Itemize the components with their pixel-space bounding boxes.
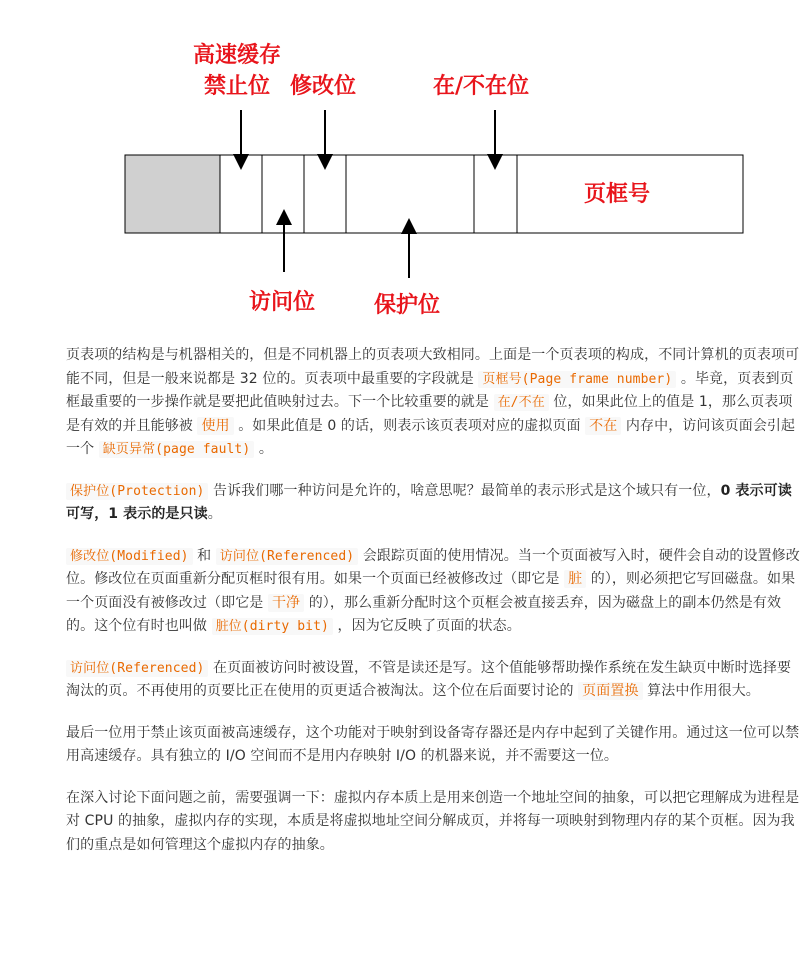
entry-box	[125, 155, 743, 233]
text: 内存中，访问该页面会引起一个	[66, 417, 796, 457]
text: 。如果此值是 0 的话，则表示该页表项对应的虚拟页面	[233, 417, 586, 434]
cache-disable-field	[220, 155, 262, 233]
label-present: 在/不在位	[433, 74, 530, 99]
text: 。毕竟，页表到页框最重要的一步操作就是要把此值映射过去。下一个比较重要的就是	[66, 370, 794, 410]
paragraph-protection	[66, 480, 802, 527]
label-cache-disable: 禁止位	[204, 74, 271, 99]
inline-code-modified: 修改位(Modified)	[66, 548, 193, 565]
inline-code-present: 在/不在	[494, 394, 549, 411]
inline-code-protection: 保护位(Protection)	[66, 483, 208, 500]
page-table-entry-svg	[0, 0, 802, 330]
label-modified: 修改位	[290, 74, 357, 99]
inline-code-page-replacement: 页面置换	[578, 682, 642, 700]
label-protection: 保护位	[374, 293, 441, 318]
text: 算法中作用很大。	[642, 683, 760, 699]
inline-code-clean: 干净	[268, 594, 304, 612]
text: 的），则必须把它写回磁盘。如果一个页面没有被修改过（即它是	[66, 571, 796, 611]
text: 在页面被访问时被设置，不管是读还是写。这个值能够帮助操作系统在发生缺页中断时选择要淘汰的页。不再使用的页要比正在使用的页更适合被淘汰。这个位在后面要讨论的	[66, 659, 792, 699]
text: 和	[192, 547, 216, 564]
paragraph-referenced	[66, 657, 802, 704]
text: 页表项的结构是与机器相关的，但是不同机器上的页表项大致相同。上面是一个页表项的构成，不同计算机的页表项可能不同，但是一般来说都是 32 位的。页表项中最重要的字段就是	[66, 347, 800, 387]
inline-code-dirty: 脏	[564, 570, 586, 588]
modified-field	[304, 155, 346, 233]
text: 。	[254, 441, 273, 457]
paragraph-summary	[66, 787, 802, 858]
text: ，因为它反映了页面的状态。	[332, 618, 521, 634]
reserved-field	[125, 155, 220, 233]
bold-text: 0 表示可读可写，1 表示的是只读	[66, 482, 792, 522]
paragraph-modified-referenced	[66, 545, 802, 639]
text: 。	[207, 506, 222, 522]
inline-code-page-fault: 缺页异常(page fault)	[99, 441, 255, 458]
text: 告诉我们哪一种访问是允许的，啥意思呢？最简单的表示形式是这个域只有一位，	[208, 482, 721, 499]
page-table-entry-diagram	[0, 0, 802, 330]
present-field	[474, 155, 517, 233]
inline-code-use: 使用	[197, 417, 233, 435]
text: 位，如果此位上的值是 1，那么页表项是有效的并且能够被	[66, 394, 793, 434]
inline-code-referenced: 访问位(Referenced)	[216, 548, 358, 565]
label-cache: 高速缓存	[193, 43, 282, 68]
inline-code-referenced: 访问位(Referenced)	[66, 660, 208, 677]
text: 的），那么重新分配时这个页框会被直接丢弃，因为磁盘上的副本仍然是有效的。这个位有时也叫做	[66, 594, 782, 634]
article-body	[66, 344, 802, 875]
label-referenced: 访问位	[249, 290, 316, 315]
text: 会跟踪页面的使用情况。当一个页面被写入时，硬件会自动的设置修改位。修改位在页面重新分配页框时很有用。如果一个页面已经被修改过（即它是	[66, 547, 800, 587]
protection-field	[346, 155, 474, 233]
text: 在深入讨论下面问题之前，需要强调一下：虚拟内存本质上是用来创造一个地址空间的抽象，可以把它理解成为进程是对 CPU 的抽象，虚拟内存的实现，本质是将虚拟地址空间分解成页，并将每一项映射到物理内存的某个页框。因为我们的重点是如何管理这个虚拟内存的抽象。	[66, 789, 800, 853]
label-frame-number: 页框号	[584, 182, 651, 207]
paragraph-cache-disable	[66, 722, 802, 769]
paragraph-page-table-entry	[66, 344, 802, 462]
inline-code-dirty-bit: 脏位(dirty bit)	[212, 618, 333, 635]
inline-code-page-frame: 页框号(Page frame number)	[478, 371, 676, 388]
text: 最后一位用于禁止该页面被高速缓存，这个功能对于映射到设备寄存器还是内存中起到了关键作用。通过这一位可以禁用高速缓存。具有独立的 I/O 空间而不是用内存映射 I/O 的机器来说，并不需要这一位。	[66, 724, 800, 764]
inline-code-not-present: 不在	[585, 417, 621, 435]
